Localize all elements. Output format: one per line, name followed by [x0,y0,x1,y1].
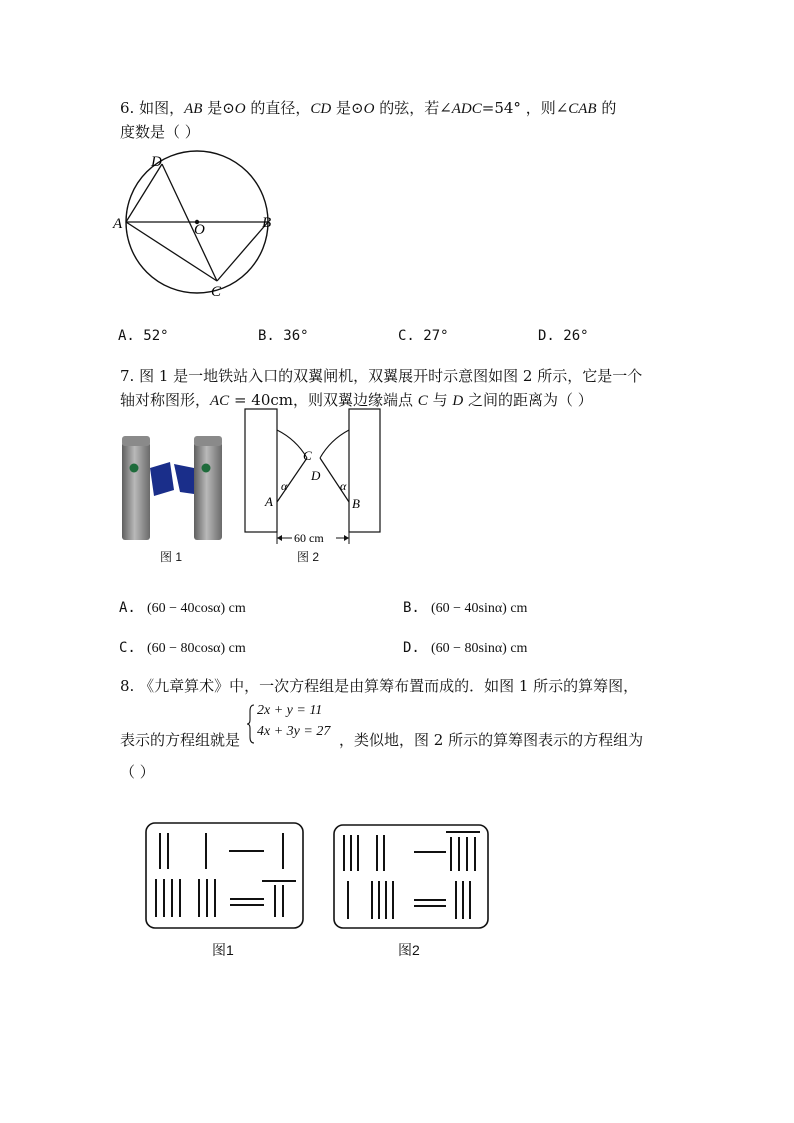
text: 的弦，若∠ [374,99,452,117]
q7-option-c[interactable] [119,637,246,657]
q7-line1: 7. 图 1 是一地铁站入口的双翼闸机，双翼展开时示意图如图 2 所示，它是一个 [120,367,643,385]
label-o: O [194,222,205,238]
left-post-top [122,436,150,446]
check-icon [130,464,139,473]
math-o: O [234,101,246,117]
label-d: D [311,468,321,483]
text: 之间的距离为（ ） [463,391,593,409]
q8-line2-pre: 表示的方程组就是 [120,731,241,749]
left-wing [150,462,174,496]
q6-option-d[interactable]: D. 26° [538,328,589,344]
text: 是⊙ [202,99,235,117]
q8-rod-figure-1 [144,821,306,931]
text: 是⊙ [331,99,364,117]
option-expr: (60 − 40sinα) cm [430,601,528,616]
left-gate-box [245,409,277,532]
q8-line2-post: ，类似地，图 2 所示的算筹图表示的方程组为 [339,731,644,749]
right-arc [320,430,349,458]
label-b: B [352,496,360,511]
q6-option-a[interactable]: A. 52° [118,328,169,344]
q6-line2: 度数是（ ） [120,123,200,141]
option-letter: C. [119,640,136,656]
label-a: A [265,494,273,509]
q8-line1: 8. 《九章算术》中，一次方程组是由算筹布置而成的．如图 1 所示的算筹图， [120,677,639,695]
math-ab: AB [184,101,203,117]
option-expr: (60 − 40cosα) cm [146,601,246,616]
q8-rod-figure-2 [332,823,490,931]
math-adc: ADC [451,101,482,117]
q8-line3: （ ） [120,763,155,781]
brace-icon [246,703,256,745]
math-c: C [417,393,428,409]
math-cab: CAB [568,101,597,117]
math-ac: AC [210,393,230,409]
chord-ad [126,164,162,222]
q8-eq1: 2x + y = 11 [257,703,323,718]
text: 的直径， [245,99,311,117]
option-expr: (60 − 80sinα) cm [430,641,528,656]
q8-fig1-caption: 图1 [212,942,234,958]
right-gate-box [349,409,380,532]
q7-option-b[interactable] [403,597,527,617]
q7-option-a[interactable] [119,597,246,617]
text: 轴对称图形， [120,391,211,409]
text: = 40cm，则双翼边缘端点 [229,391,418,409]
option-letter: D. [403,640,420,656]
option-letter: B. [403,600,420,616]
right-post [194,442,222,540]
math-o: O [363,101,375,117]
q6-line1 [120,97,616,120]
right-post-top [194,436,222,446]
q6-circle-figure [110,148,290,300]
chord-bc [217,222,268,281]
q7-gate-photo [118,432,234,544]
q7-fig2-caption: 图 2 [297,550,320,564]
math-cd: CD [310,101,332,117]
left-post [122,442,150,540]
option-letter: A. [119,600,136,616]
q6-option-c[interactable]: C. 27° [398,328,449,344]
label-alpha: α [281,479,288,493]
label-width: 60 cm [294,531,324,545]
q8-fig2-caption: 图2 [398,942,420,958]
label-b: B [262,215,272,231]
arrow-left-icon [277,535,282,541]
text: 与 [427,391,453,409]
label-c: C [211,284,222,300]
q7-gate-diagram [240,404,390,546]
text: 6. 如图， [120,99,185,117]
q6-option-b[interactable]: B. 36° [258,328,309,344]
q7-fig1-caption: 图 1 [160,550,183,564]
option-expr: (60 − 80cosα) cm [146,641,246,656]
math-d: D [452,393,464,409]
label-alpha: α [340,479,347,493]
text: 的 [596,99,617,117]
label-c: C [303,448,312,463]
q7-option-d[interactable] [403,637,527,657]
check-icon [202,464,211,473]
text: =54° ，则∠ [481,99,569,117]
arrow-right-icon [344,535,349,541]
label-a: A [113,216,123,232]
label-d: D [151,154,162,170]
right-wing [174,464,194,494]
q8-eq2: 4x + 3y = 27 [257,724,331,739]
